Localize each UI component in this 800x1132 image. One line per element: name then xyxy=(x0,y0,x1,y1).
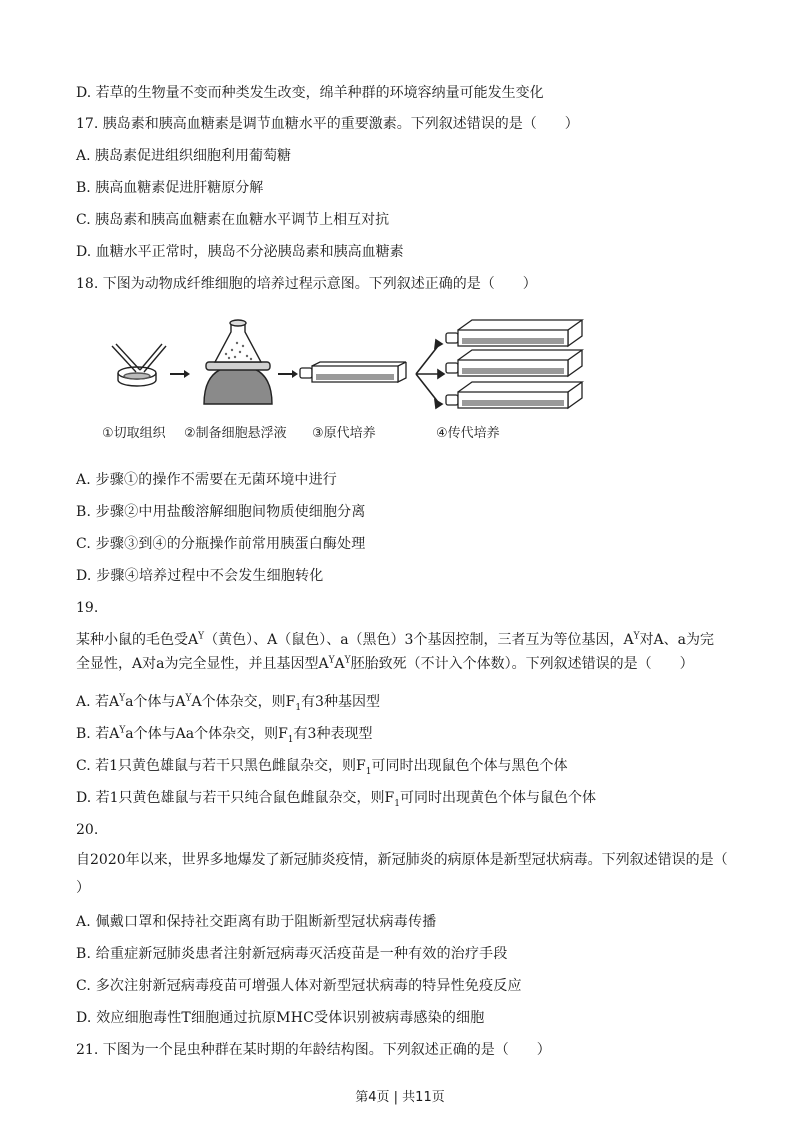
q20-stem: 自2020年以来，世界多地爆发了新冠肺炎疫情，新冠肺炎的病原体是新型冠状病毒。下列叙述错误的是（ xyxy=(76,852,728,868)
q17-option-d: D. 血糖水平正常时，胰岛不分泌胰岛素和胰高血糖素 xyxy=(76,244,404,260)
q20-option-d: D. 效应细胞毒性T细胞通过抗原MHC受体识别被病毒感染的细胞 xyxy=(76,1010,485,1026)
q16-option-d: D. 若草的生物量不变而种类发生改变，绵羊种群的环境容纳量可能发生变化 xyxy=(76,85,544,101)
split-arrows-icon xyxy=(416,340,444,408)
petri-dish-tools-icon xyxy=(112,344,166,386)
culture-flask-primary-icon xyxy=(300,362,406,382)
q20-stem-end: ） xyxy=(76,880,90,896)
q18-option-d: D. 步骤④培养过程中不会发生细胞转化 xyxy=(76,568,324,584)
flask-stirrer-icon xyxy=(204,320,272,404)
figure-label-step-2: ②制备细胞悬浮液 xyxy=(184,426,287,441)
q19-stem: 某种小鼠的毛色受$A^Y$（黄色）、A（鼠色）、a（黑色）3个基因控制，三者互为等位基因，$A^Y$对A、a为完全显性，A对a为完全显性，并且基因型$A^YA^Y$胚胎致死（不计入个体数）。下列叙述错误的是（ ） xyxy=(76,631,714,672)
q19-option-b: B. 若$A^Ya$个体与Aa个体杂交，则$F_1$有3种表现型 xyxy=(76,725,373,745)
q17-option-b: B. 胰高血糖素促进肝糖原分解 xyxy=(76,180,264,196)
q19-option-c: C. 若1只黄色雄鼠与若干只黑色雌鼠杂交，则$F_1$可同时出现鼠色个体与黑色个体 xyxy=(76,758,568,777)
q18-option-c: C. 步骤③到④的分瓶操作前常用胰蛋白酶处理 xyxy=(76,536,366,552)
q19-option-d: D. 若1只黄色雄鼠与若干只纯合鼠色雌鼠杂交，则$F_1$可同时出现黄色个体与鼠色个体 xyxy=(76,790,596,809)
culture-flask-sub-3-icon xyxy=(446,382,582,408)
figure-label-step-1: ①切取组织 xyxy=(102,426,166,441)
culture-flask-sub-2-icon xyxy=(446,350,582,376)
q20-option-a: A. 佩戴口罩和保持社交距离有助于阻断新型冠状病毒传播 xyxy=(76,914,437,930)
page-footer: 第4页 | 共11页 xyxy=(355,1090,445,1105)
q20-option-b: B. 给重症新冠肺炎患者注射新冠病毒灭活疫苗是一种有效的治疗手段 xyxy=(76,946,508,962)
q21-stem: 21. 下图为一个昆虫种群在某时期的年龄结构图。下列叙述正确的是（ ） xyxy=(76,1042,551,1058)
figure-label-step-4: ④传代培养 xyxy=(436,426,500,441)
q18-stem: 18. 下图为动物成纤维细胞的培养过程示意图。下列叙述正确的是（ ） xyxy=(76,276,537,292)
q18-option-b: B. 步骤②中用盐酸溶解细胞间物质使细胞分离 xyxy=(76,504,366,520)
culture-flask-sub-1-icon xyxy=(446,320,582,346)
q17-stem: 17. 胰岛素和胰高血糖素是调节血糖水平的重要激素。下列叙述错误的是（ ） xyxy=(76,116,579,132)
q19-option-a: A. 若$A^Ya$个体与$A^YA$个体杂交，则$F_1$有3种基因型 xyxy=(76,693,380,713)
cell-culture-diagram xyxy=(100,316,600,448)
q17-option-a: A. 胰岛素促进组织细胞利用葡萄糖 xyxy=(76,148,292,164)
q18-option-a: A. 步骤①的操作不需要在无菌环境中进行 xyxy=(76,472,338,488)
q17-option-c: C. 胰岛素和胰高血糖素在血糖水平调节上相互对抗 xyxy=(76,212,390,228)
figure-label-step-3: ③原代培养 xyxy=(312,426,376,441)
q20-option-c: C. 多次注射新冠病毒疫苗可增强人体对新型冠状病毒的特异性免疫反应 xyxy=(76,978,522,994)
q20-number: 20. xyxy=(76,822,99,838)
q19-number: 19. xyxy=(76,600,99,616)
